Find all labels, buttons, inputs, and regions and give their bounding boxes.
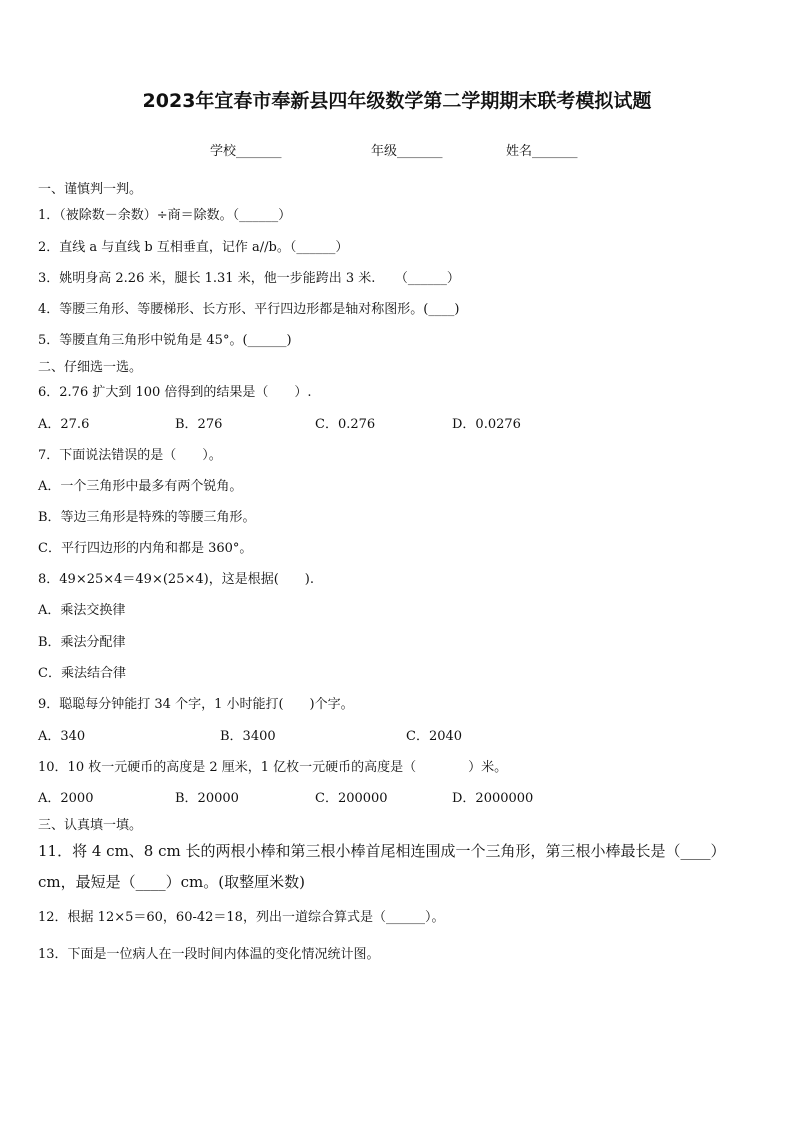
q8-option-b[interactable]: B．乘法分配律 [38, 635, 126, 650]
q9-option-b[interactable]: B．3400 [220, 729, 276, 744]
q9-option-a[interactable]: A．340 [38, 729, 86, 744]
question-6: 6．2.76 扩大到 100 倍得到的结果是（ ）. [38, 385, 312, 400]
q6-option-b[interactable]: B．276 [175, 417, 223, 432]
page-title: 2023年宜春市奉新县四年级数学第二学期期末联考模拟试题 [142, 90, 652, 112]
q10-option-c[interactable]: C．200000 [315, 791, 388, 806]
q7-option-c[interactable]: C．平行四边形的内角和都是 360°。 [38, 541, 253, 556]
q10-option-b[interactable]: B．20000 [175, 791, 239, 806]
question-11-line-1: 11．将 4 cm、8 cm 长的两根小棒和第三根小棒首尾相连围成一个三角形，第三根小棒最长是（____） [38, 842, 726, 860]
question-7: 7．下面说法错误的是（ ）。 [38, 448, 222, 463]
section-heading-fill: 三、认真填一填。 [38, 818, 143, 833]
question-12: 12．根据 12×5＝60，60-42＝18，列出一道综合算式是（______）。 [38, 910, 445, 925]
q6-option-a[interactable]: A．27.6 [38, 417, 90, 432]
section-heading-choose: 二、仔细选一选。 [38, 360, 143, 375]
question-2: 2．直线 a 与直线 b 互相垂直，记作 a//b。（______） [38, 240, 349, 255]
question-4: 4．等腰三角形、等腰梯形、长方形、平行四边形都是轴对称图形。(____) [38, 302, 460, 317]
name-field[interactable]: 姓名_______ [506, 144, 578, 159]
question-13: 13．下面是一位病人在一段时间内体温的变化情况统计图。 [38, 947, 380, 962]
question-11-line-2: cm，最短是（____）cm。(取整厘米数) [38, 873, 305, 891]
q7-option-b[interactable]: B．等边三角形是特殊的等腰三角形。 [38, 510, 256, 525]
q7-option-a[interactable]: A．一个三角形中最多有两个锐角。 [38, 479, 243, 494]
question-1: 1．（被除数－余数）÷商＝除数。（______） [38, 208, 292, 223]
q8-option-c[interactable]: C．乘法结合律 [38, 666, 126, 681]
q9-option-c[interactable]: C．2040 [406, 729, 463, 744]
question-9: 9．聪聪每分钟能打 34 个字，1 小时能打( )个字。 [38, 697, 354, 712]
q6-option-d[interactable]: D．0.0276 [452, 417, 521, 432]
question-3: 3．姚明身高 2.26 米，腿长 1.31 米，他一步能跨出 3 米. （______） [38, 271, 460, 286]
grade-field[interactable]: 年级_______ [371, 144, 443, 159]
question-10: 10．10 枚一元硬币的高度是 2 厘米，1 亿枚一元硬币的高度是（ ）米。 [38, 760, 508, 775]
q10-option-a[interactable]: A．2000 [38, 791, 94, 806]
question-5: 5．等腰直角三角形中锐角是 45°。(______) [38, 333, 292, 348]
question-8: 8．49×25×4＝49×(25×4)，这是根据( ). [38, 572, 314, 587]
section-heading-judge: 一、谨慎判一判。 [38, 182, 143, 197]
q8-option-a[interactable]: A．乘法交换律 [38, 603, 126, 618]
q10-option-d[interactable]: D．2000000 [452, 791, 534, 806]
q6-option-c[interactable]: C．0.276 [315, 417, 376, 432]
school-field[interactable]: 学校_______ [210, 144, 282, 159]
